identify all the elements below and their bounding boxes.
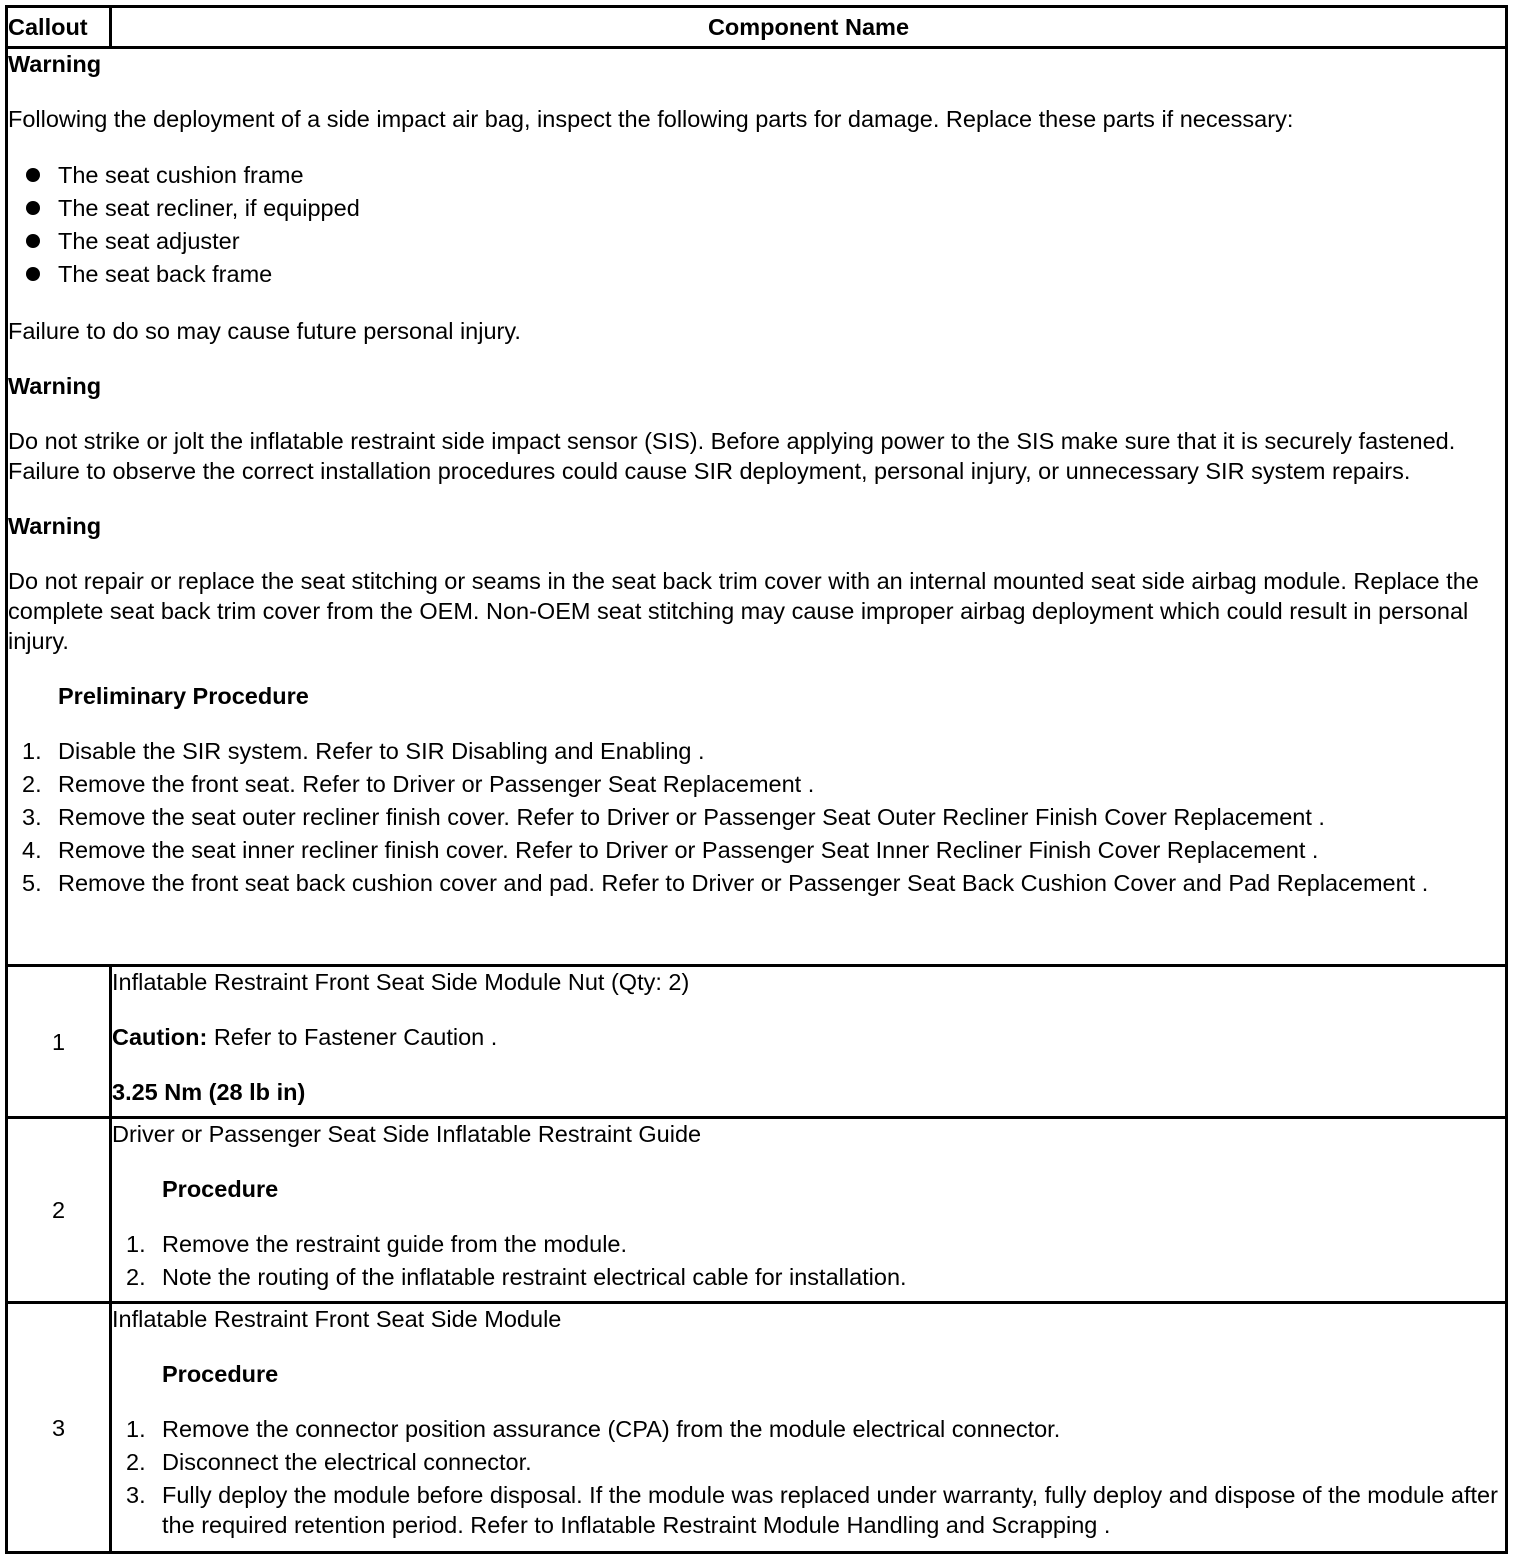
- bullet-icon: [26, 168, 40, 182]
- list-item: 2. Disconnect the electrical connector.: [126, 1449, 532, 1475]
- torque-spec: 3.25 Nm (28 lb in): [112, 1079, 306, 1105]
- warning-title: Warning: [8, 513, 102, 539]
- component-name-header: Component Name: [111, 7, 1507, 48]
- warning-title: Warning: [8, 373, 102, 399]
- component-name: Driver or Passenger Seat Side Inflatable Restraint Guide: [112, 1121, 702, 1147]
- list-item: The seat recliner, if equipped: [8, 192, 1505, 225]
- list-item: 3. Fully deploy the module before disposal. If the module was replaced under warranty, fully deploy and dispose of the module after the required retention period. Refer to Inflatable Restraint Module Handling and Scrapping .: [126, 1482, 1498, 1538]
- table-row: [7, 966, 1507, 1118]
- table-row: [7, 1303, 1507, 1553]
- list-item: 5. Remove the front seat back cushion cover and pad. Refer to Driver or Passenger Seat Back Cushion Cover and Pad Replacement .: [22, 870, 1429, 896]
- callout-header: Callout: [7, 7, 111, 48]
- caution-label: Caution:: [112, 1024, 208, 1050]
- inspect-parts-list: [8, 159, 1505, 291]
- intro-row: [7, 48, 1507, 966]
- warning-text: Following the deployment of a side impact air bag, inspect the following parts for damage. Replace these parts if necessary:: [8, 106, 1294, 132]
- procedure-steps: [112, 1414, 1505, 1540]
- list-item: 2. Remove the front seat. Refer to Driver or Passenger Seat Replacement .: [22, 771, 815, 797]
- procedure-title: Procedure: [162, 1176, 279, 1202]
- list-item: The seat cushion frame: [8, 159, 1505, 192]
- component-cell: [111, 1303, 1507, 1553]
- component-cell: [111, 966, 1507, 1118]
- caution-line: [112, 1022, 1505, 1052]
- bullet-icon: [26, 201, 40, 215]
- callout-number: 3: [7, 1303, 111, 1553]
- list-item: 3. Remove the seat outer recliner finish cover. Refer to Driver or Passenger Seat Outer Recliner Finish Cover Replacement .: [22, 804, 1325, 830]
- list-item: The seat back frame: [8, 258, 1505, 291]
- bullet-icon: [26, 267, 40, 281]
- component-table: [5, 5, 1508, 1554]
- callout-number: 1: [7, 966, 111, 1118]
- list-item: 2. Note the routing of the inflatable restraint electrical cable for installation.: [126, 1264, 907, 1290]
- component-name: Inflatable Restraint Front Seat Side Module Nut (Qty: 2): [112, 969, 690, 995]
- procedure-steps: [112, 1229, 1505, 1292]
- warning-text: Do not repair or replace the seat stitching or seams in the seat back trim cover with an internal mounted seat side airbag module. Replace the complete seat back trim cover from the OEM. Non-OEM seat stitching may cause improper airbag deployment which could result in personal injury.: [8, 568, 1479, 654]
- callout-number: 2: [7, 1118, 111, 1303]
- preliminary-procedure-title: Preliminary Procedure: [58, 683, 309, 709]
- component-cell: [111, 1118, 1507, 1303]
- table-row: [7, 1118, 1507, 1303]
- procedure-title: Procedure: [162, 1361, 279, 1387]
- caution-text: Refer to Fastener Caution .: [213, 1024, 498, 1050]
- warning-text: Do not strike or jolt the inflatable restraint side impact sensor (SIS). Before applying power to the SIS make sure that it is securely fastened. Failure to observe the correct installation procedures could cause SIR deployment, personal injury, or unnecessary SIR system repairs.: [8, 428, 1456, 484]
- preliminary-steps: [8, 736, 1505, 898]
- list-item: 1. Disable the SIR system. Refer to SIR Disabling and Enabling .: [22, 738, 705, 764]
- warning-footer: Failure to do so may cause future personal injury.: [8, 318, 521, 344]
- header-row: [7, 7, 1507, 48]
- bullet-icon: [26, 234, 40, 248]
- component-name: Inflatable Restraint Front Seat Side Module: [112, 1306, 562, 1332]
- list-item: 4. Remove the seat inner recliner finish cover. Refer to Driver or Passenger Seat Inner Recliner Finish Cover Replacement .: [22, 837, 1319, 863]
- intro-cell: [7, 48, 1507, 966]
- warning-title: Warning: [8, 51, 102, 77]
- list-item: 1. Remove the restraint guide from the module.: [126, 1231, 628, 1257]
- list-item: 1. Remove the connector position assurance (CPA) from the module electrical connector.: [126, 1416, 1061, 1442]
- list-item: The seat adjuster: [8, 225, 1505, 258]
